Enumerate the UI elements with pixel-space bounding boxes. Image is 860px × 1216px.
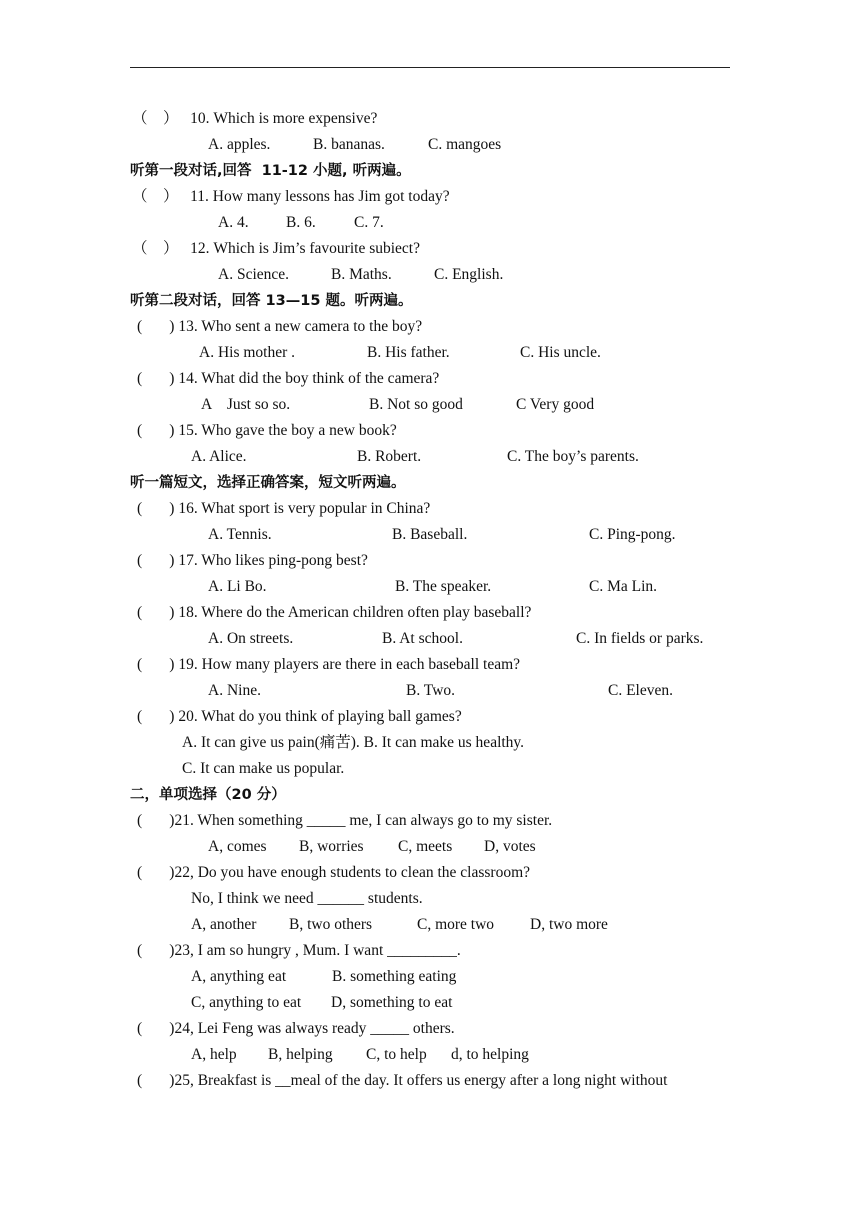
question-24: ( )24, Lei Feng was always ready _____ others. [137, 1020, 455, 1037]
option-15c: C. The boy’s parents. [507, 448, 639, 465]
option-12b: B. Maths. [331, 266, 392, 283]
question-14: ( ) 14. What did the boy think of the camera? [137, 370, 440, 387]
option-10b: B. bananas. [313, 136, 385, 153]
option-18a: A. On streets. [208, 630, 294, 647]
question-12: （ ） 12. Which is Jim’s favourite subiect? [132, 240, 420, 257]
option-24c: C, to help [366, 1046, 427, 1063]
option-22a: A, another [191, 916, 257, 933]
question-21: ( )21. When something _____ me, I can always go to my sister. [137, 812, 553, 829]
section-heading-3: 听一篇短文，选择正确答案，短文听两遍。 [130, 475, 406, 491]
option-22d: D, two more [530, 916, 608, 933]
option-17b: B. The speaker. [395, 578, 492, 595]
option-24d: d, to helping [451, 1046, 529, 1063]
question-18: ( ) 18. Where do the American children often play baseball? [137, 604, 532, 621]
question-22: ( )22, Do you have enough students to clean the classroom? [137, 864, 531, 881]
option-10a: A. apples. [208, 136, 271, 153]
option-13a: A. His mother . [199, 344, 296, 361]
option-18c: C. In fields or parks. [576, 630, 704, 647]
option-12c: C. English. [434, 266, 504, 283]
option-22b: B, two others [289, 916, 373, 933]
option-14a: A Just so so. [201, 396, 291, 413]
option-14b: B. Not so good [369, 396, 463, 413]
option-21b: B, worries [299, 838, 364, 855]
question-17: ( ) 17. Who likes ping-pong best? [137, 552, 368, 569]
option-12a: A. Science. [218, 266, 290, 283]
option-19c: C. Eleven. [608, 682, 673, 699]
option-16c: C. Ping-pong. [589, 526, 676, 543]
option-11b: B. 6. [286, 214, 316, 231]
option-20ab: A. It can give us pain(痛苦). B. It can make us healthy. [182, 734, 525, 751]
option-14c: C Very good [516, 396, 595, 413]
option-22c: C, more two [417, 916, 495, 933]
question-22-answer-line: No, I think we need ______ students. [191, 890, 423, 907]
section-heading-4: 二，单项选择（20 分） [130, 787, 286, 803]
question-11: （ ） 11. How many lessons has Jim got today? [132, 188, 450, 205]
question-10: （ ） 10. Which is more expensive? [132, 110, 378, 127]
header-rule [130, 67, 730, 68]
option-18b: B. At school. [382, 630, 463, 647]
question-25: ( )25, Breakfast is __meal of the day. It offers us energy after a long night without [137, 1072, 668, 1089]
option-16b: B. Baseball. [392, 526, 468, 543]
question-19: ( ) 19. How many players are there in each baseball team? [137, 656, 521, 673]
option-23a: A, anything eat [191, 968, 287, 985]
option-21d: D, votes [484, 838, 536, 855]
question-16: ( ) 16. What sport is very popular in China? [137, 500, 431, 517]
option-15a: A. Alice. [191, 448, 247, 465]
option-11a: A. 4. [218, 214, 249, 231]
question-15: ( ) 15. Who gave the boy a new book? [137, 422, 397, 439]
question-23: ( )23, I am so hungry , Mum. I want _________. [137, 942, 461, 959]
option-23c: C, anything to eat [191, 994, 302, 1011]
option-19a: A. Nine. [208, 682, 261, 699]
section-heading-2: 听第二段对话，回答 13—15 题。听两遍。 [130, 293, 413, 309]
option-21c: C, meets [398, 838, 453, 855]
option-23d: D, something to eat [331, 994, 453, 1011]
option-15b: B. Robert. [357, 448, 422, 465]
option-16a: A. Tennis. [208, 526, 272, 543]
question-20: ( ) 20. What do you think of playing ball games? [137, 708, 462, 725]
option-13b: B. His father. [367, 344, 450, 361]
option-24b: B, helping [268, 1046, 333, 1063]
option-20c: C. It can make us popular. [182, 760, 345, 777]
option-17a: A. Li Bo. [208, 578, 267, 595]
option-13c: C. His uncle. [520, 344, 601, 361]
option-21a: A, comes [208, 838, 267, 855]
option-24a: A, help [191, 1046, 237, 1063]
option-10c: C. mangoes [428, 136, 502, 153]
question-13: ( ) 13. Who sent a new camera to the boy? [137, 318, 423, 335]
section-heading-1: 听第一段对话,回答 11-12 小题, 听两遍。 [130, 163, 411, 179]
option-23b: B. something eating [332, 968, 457, 985]
option-17c: C. Ma Lin. [589, 578, 658, 595]
option-11c: C. 7. [354, 214, 384, 231]
option-19b: B. Two. [406, 682, 456, 699]
